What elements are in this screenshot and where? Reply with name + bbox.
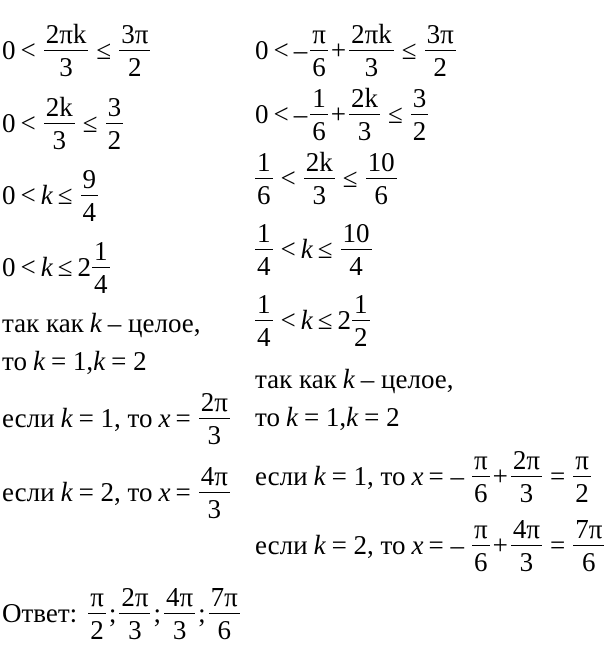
numerator: 3 [412, 83, 427, 113]
text: = 1, то [78, 403, 153, 434]
numerator: 2k [350, 83, 378, 113]
fraction [573, 446, 591, 508]
variable-k: k [93, 346, 106, 376]
le-sign: ≤ [317, 305, 333, 336]
answer-label: Ответ: [2, 598, 78, 629]
fraction [310, 84, 328, 146]
mixed-integer: 2 [337, 305, 352, 336]
denominator: 6 [374, 180, 388, 211]
numerator: 1 [94, 236, 108, 266]
variable-k: k [285, 402, 298, 432]
numerator: 3 [107, 92, 122, 122]
right-since-line [255, 366, 454, 393]
variable-k: k [342, 364, 355, 394]
denominator: 2 [412, 116, 427, 147]
plus-sign: + [492, 530, 508, 561]
fraction [106, 93, 124, 155]
text: = 2, то [331, 530, 406, 561]
fraction [349, 20, 394, 82]
fraction [304, 148, 335, 210]
lt-sign: < [280, 234, 296, 265]
answer-fraction [164, 583, 195, 645]
zero: 0 [2, 35, 16, 66]
left-step-4 [2, 237, 113, 299]
denominator: 3 [59, 52, 73, 83]
right-step-1 [255, 20, 459, 82]
text: = 1, [50, 346, 94, 376]
denominator: 3 [519, 547, 534, 578]
variable-k: k [313, 461, 326, 492]
denominator: 3 [172, 615, 187, 646]
equals: = [175, 403, 191, 434]
variable-k: k [300, 234, 313, 265]
variable-k: k [40, 180, 53, 211]
right-step-5 [255, 290, 373, 352]
fraction [255, 290, 273, 352]
fraction [44, 93, 75, 155]
text: если [255, 461, 308, 492]
text: = 1, [303, 402, 347, 432]
fraction [44, 20, 89, 82]
zero: 0 [2, 180, 16, 211]
numerator: 7π [575, 514, 603, 544]
answer-line [2, 583, 243, 645]
numerator: π [90, 582, 104, 612]
denominator: 3 [207, 420, 222, 451]
fraction [199, 462, 230, 524]
text: = 1, то [331, 461, 406, 492]
denominator: 3 [207, 494, 222, 525]
zero: 0 [2, 252, 16, 283]
numerator: 2π [200, 387, 228, 417]
fraction [511, 446, 542, 508]
variable-k: k [40, 252, 53, 283]
lt-sign: < [273, 99, 289, 130]
numerator: 7π [210, 582, 238, 612]
denominator: 3 [52, 125, 66, 156]
variable-k: k [313, 530, 326, 561]
text: так как [255, 364, 337, 394]
equals-minus: = – [428, 461, 464, 492]
numerator: 4π [200, 461, 228, 491]
fraction [425, 20, 456, 82]
numerator: 3π [426, 19, 454, 49]
le-sign: ≤ [57, 180, 73, 211]
text: если [2, 477, 55, 508]
lt-sign: < [20, 35, 36, 66]
numerator: 2πk [351, 19, 392, 49]
numerator: 2k [45, 92, 73, 122]
lt-sign: < [273, 35, 289, 66]
variable-k: k [60, 477, 73, 508]
fraction [472, 446, 490, 508]
separator: ; [153, 598, 161, 629]
numerator: π [473, 514, 488, 544]
minus-sign: – [293, 35, 308, 66]
text: то [2, 346, 27, 376]
text: то [255, 402, 280, 432]
equals: = [549, 530, 566, 561]
left-step-1 [2, 20, 153, 82]
fraction [352, 290, 370, 352]
right-step-3 [255, 148, 400, 210]
lt-sign: < [20, 108, 36, 139]
right-step-2 [255, 84, 431, 146]
fraction [366, 148, 397, 210]
fraction [573, 515, 604, 577]
denominator: 6 [474, 547, 488, 578]
lt-sign: < [20, 252, 36, 283]
denominator: 2 [128, 52, 142, 83]
variable-x: x [411, 530, 424, 561]
denominator: 3 [128, 615, 142, 646]
left-if-2 [2, 462, 233, 524]
le-sign: ≤ [401, 35, 417, 66]
variable-k: k [346, 402, 359, 432]
denominator: 4 [349, 251, 363, 282]
le-sign: ≤ [317, 234, 333, 265]
lt-sign: < [20, 180, 36, 211]
text: если [255, 530, 308, 561]
le-sign: ≤ [57, 252, 73, 283]
text: = 2 [111, 346, 147, 376]
numerator: 10 [367, 147, 395, 177]
variable-k: k [300, 305, 313, 336]
text: так как [2, 308, 84, 338]
fraction [472, 515, 490, 577]
fraction [255, 148, 273, 210]
fraction [92, 237, 110, 299]
answer-fraction [88, 583, 106, 645]
numerator: 9 [82, 164, 97, 194]
numerator: 2k [305, 147, 333, 177]
denominator: 6 [582, 547, 596, 578]
right-if-1 [255, 446, 594, 508]
denominator: 2 [107, 125, 122, 156]
variable-k: k [60, 403, 73, 434]
denominator: 3 [357, 116, 372, 147]
numerator: 4π [512, 514, 540, 544]
denominator: 2 [433, 52, 447, 83]
minus-sign: – [293, 99, 308, 130]
numerator: 3π [121, 19, 149, 49]
right-then-line [255, 404, 400, 431]
zero: 0 [2, 108, 16, 139]
fraction [341, 219, 372, 281]
left-step-3 [2, 165, 101, 227]
variable-x: x [158, 477, 171, 508]
le-sign: ≤ [96, 35, 112, 66]
fraction [119, 20, 150, 82]
lt-sign: < [280, 305, 296, 336]
lt-sign: < [280, 163, 296, 194]
denominator: 3 [312, 180, 326, 211]
denominator: 6 [474, 478, 488, 509]
left-then-line [2, 348, 147, 375]
answer-fraction [119, 583, 150, 645]
denominator: 2 [90, 615, 104, 646]
numerator: 1 [354, 289, 368, 319]
denominator: 3 [364, 52, 379, 83]
left-since-line [2, 310, 201, 337]
separator: ; [198, 598, 206, 629]
fraction [81, 165, 99, 227]
le-sign: ≤ [82, 108, 98, 139]
numerator: 2πk [45, 19, 87, 49]
denominator: 3 [519, 478, 534, 509]
equals-minus: = – [428, 530, 464, 561]
variable-x: x [158, 403, 171, 434]
denominator: 6 [312, 116, 326, 147]
text: – целое, [107, 308, 201, 338]
left-step-2 [2, 93, 126, 155]
le-sign: ≤ [342, 163, 358, 194]
numerator: 1 [257, 218, 271, 248]
denominator: 4 [257, 251, 271, 282]
numerator: 1 [312, 83, 326, 113]
numerator: π [575, 445, 589, 475]
le-sign: ≤ [387, 99, 403, 130]
numerator: 4π [166, 582, 194, 612]
denominator: 6 [257, 180, 271, 211]
denominator: 4 [94, 269, 108, 300]
fraction [199, 388, 230, 450]
numerator: 10 [342, 218, 370, 248]
equals: = [549, 461, 566, 492]
right-if-2 [255, 515, 607, 577]
text: если [2, 403, 55, 434]
numerator: π [473, 445, 488, 475]
mixed-integer: 2 [77, 252, 92, 283]
separator: ; [108, 598, 117, 629]
denominator: 4 [257, 322, 271, 353]
text: – целое, [360, 364, 454, 394]
text: = 2, то [78, 477, 153, 508]
variable-k: k [32, 346, 45, 376]
answer-fraction [209, 583, 240, 645]
equals: = [175, 477, 191, 508]
zero: 0 [255, 99, 269, 130]
fraction [310, 20, 328, 82]
fraction [349, 84, 380, 146]
numerator: 1 [257, 147, 271, 177]
right-step-4 [255, 219, 375, 281]
denominator: 4 [82, 197, 97, 228]
fraction [411, 84, 429, 146]
numerator: π [312, 19, 326, 49]
variable-k: k [89, 308, 102, 338]
numerator: 2π [121, 582, 149, 612]
text: = 2 [364, 402, 400, 432]
denominator: 6 [312, 52, 326, 83]
zero: 0 [255, 35, 269, 66]
left-if-1 [2, 388, 233, 450]
plus-sign: + [330, 99, 346, 130]
numerator: 1 [257, 289, 271, 319]
denominator: 2 [354, 322, 368, 353]
denominator: 2 [575, 478, 589, 509]
fraction [255, 219, 273, 281]
variable-x: x [411, 461, 424, 492]
plus-sign: + [492, 461, 508, 492]
plus-sign: + [330, 35, 347, 66]
fraction [511, 515, 542, 577]
numerator: 2π [512, 445, 540, 475]
denominator: 6 [217, 615, 231, 646]
